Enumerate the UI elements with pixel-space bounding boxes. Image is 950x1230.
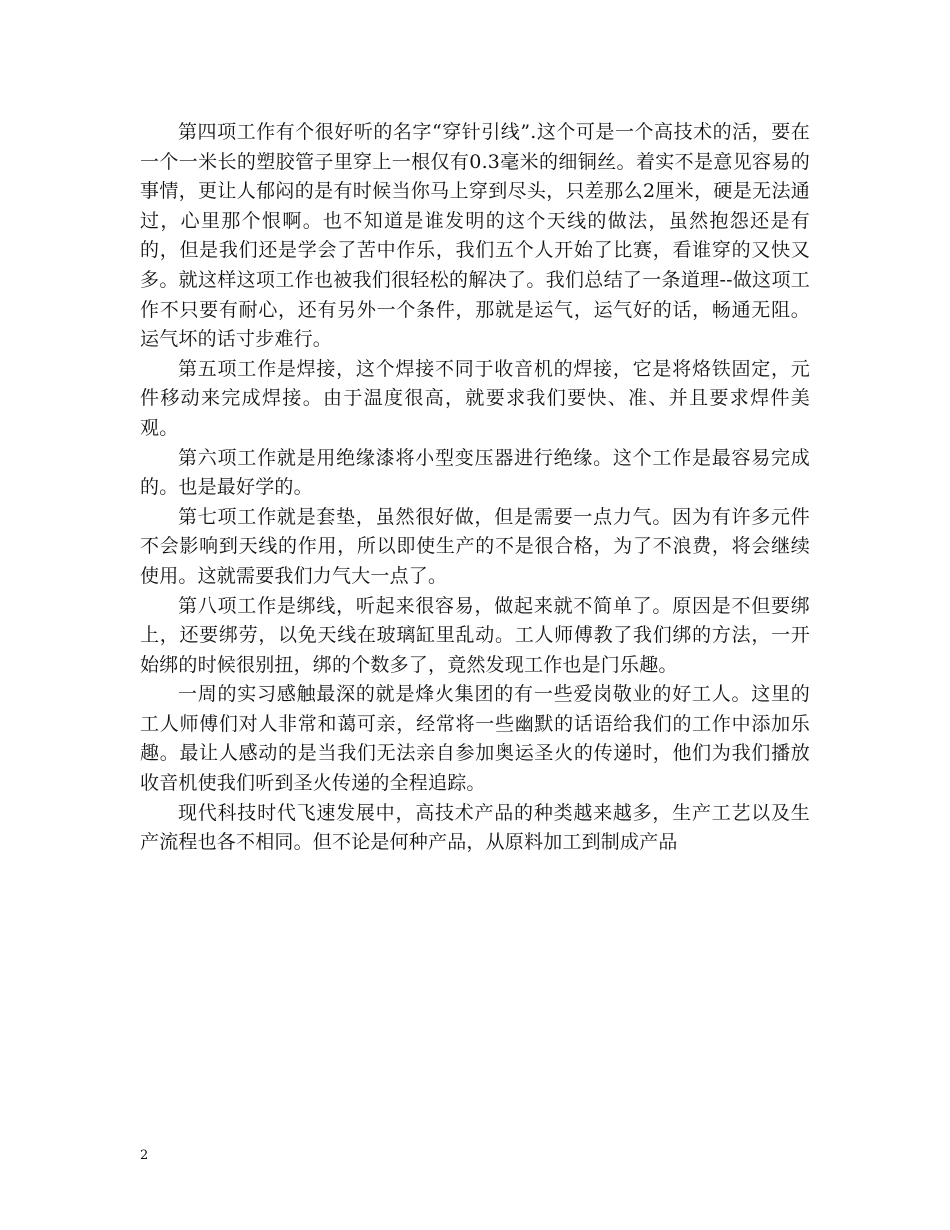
paragraph-work-item-5: 第五项工作是焊接，这个焊接不同于收音机的焊接，它是将烙铁固定，元件移动来完成焊接。由于温度很高，就要求我们要快、准、并且要求焊件美观。 [140,357,810,439]
paragraph-work-item-4: 第四项工作有个很好听的名字“穿针引线”.这个可是一个高技术的活，要在一个一米长的塑胶管子里穿上一根仅有0.3毫米的细铜丝。着实不是意见容易的事情，更让人郁闷的是有时候当你马上穿到尽头，只差那么2厘米，硬是无法通过，心里那个恨啊。也不知道是谁发明的这个天线的做法，虽然抱怨还是有的，但是我们还是学会了苦中作乐，我们五个人开始了比赛，看谁穿的又快又多。就这样这项工作也被我们很轻松的解决了。我们总结了一条道理--做这项工作不只要有耐心，还有另外一个条件，那就是运气，运气好的话，畅通无阻。运气坏的话寸步难行。 [140,121,810,351]
paragraph-work-item-6: 第六项工作就是用绝缘漆将小型变压器进行绝缘。这个工作是最容易完成的。也是最好学的。 [140,446,810,499]
paragraph-work-item-8: 第八项工作是绑线，听起来很容易，做起来就不简单了。原因是不但要绑上，还要绑劳，以免天线在玻璃缸里乱动。工人师傅教了我们绑的方法，一开始绑的时候很别扭，绑的个数多了，竟然发现工作也是门乐趣。 [140,594,810,676]
page-number: 2 [140,1148,149,1163]
paragraph-conclusion: 现代科技时代飞速发展中，高技术产品的种类越来越多，生产工艺以及生产流程也各不相同。但不论是何种产品，从原料加工到制成产品 [140,801,810,854]
paragraph-reflection: 一周的实习感触最深的就是烽火集团的有一些爱岗敬业的好工人。这里的工人师傅们对人非常和蔼可亲，经常将一些幽默的话语给我们的工作中添加乐趣。最让人感动的是当我们无法亲自参加奥运圣火的传递时，他们为我们播放收音机使我们听到圣火传递的全程追踪。 [140,683,810,795]
paragraph-work-item-7: 第七项工作就是套垫，虽然很好做，但是需要一点力气。因为有许多元件不会影响到天线的作用，所以即使生产的不是很合格，为了不浪费，将会继续使用。这就需要我们力气大一点了。 [140,505,810,587]
document-body [140,118,810,858]
